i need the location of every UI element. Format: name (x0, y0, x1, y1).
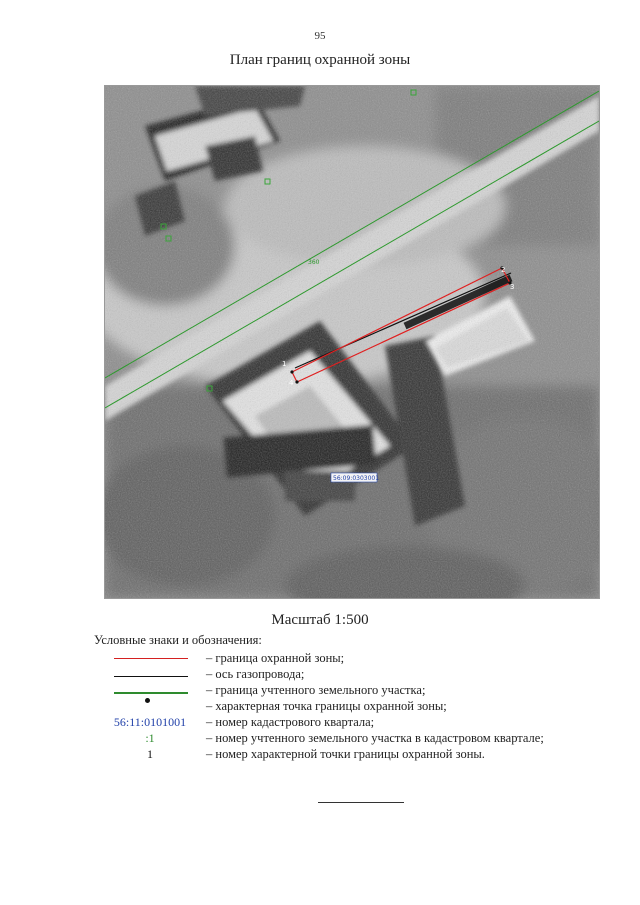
legend-title: Условные знаки и обозначения: (94, 633, 262, 647)
page-title: План границ охранной зоны (229, 52, 411, 68)
legend-row-parcel-boundary (94, 682, 614, 698)
point-label-4: 4 (289, 379, 294, 387)
point-dot-icon (145, 698, 150, 703)
point-label-1: 1 (282, 360, 287, 368)
legend-desc: – ось газопровода; (206, 667, 305, 681)
map-scale: Масштаб 1:500 (271, 612, 369, 628)
legend-row-point-number (94, 746, 614, 762)
parcel-number-label: 360 (308, 259, 320, 266)
legend-row-pipeline-axis (94, 666, 614, 682)
page-number: 95 (314, 30, 326, 42)
legend-row-characteristic-point (94, 698, 614, 714)
map-canvas (105, 86, 599, 598)
legend-row-zone-boundary (94, 650, 614, 666)
aerial-map[interactable] (104, 85, 600, 599)
legend-desc: – характерная точка границы охранной зоны; (206, 699, 447, 713)
point-label-2: 2 (501, 266, 506, 274)
cadastral-quarter-tag (331, 473, 379, 482)
legend-desc: – номер кадастрового квартала; (206, 715, 375, 729)
legend-desc: – граница учтенного земельного участка; (206, 683, 426, 697)
legend-symbol-point-number: 1 (147, 747, 153, 761)
footer-divider (318, 802, 404, 803)
legend-symbol-red-line (94, 650, 206, 666)
legend-symbol-dot (94, 698, 206, 714)
legend-desc: – граница охранной зоны; (206, 651, 345, 665)
legend-symbol-green-line (94, 682, 206, 698)
legend-row-parcel-number (94, 730, 614, 746)
legend-desc: – номер характерной точки границы охранной зоны. (206, 747, 485, 761)
legend-symbol-parcel-number: :1 (145, 731, 155, 745)
legend-symbol-black-line (94, 666, 206, 682)
legend-desc: – номер учтенного земельного участка в кадастровом квартале; (206, 731, 544, 745)
point-label-3: 3 (510, 283, 515, 291)
cadastral-quarter-label: 56:09:0303001 (333, 475, 380, 482)
legend-row-cadastral-quarter (94, 714, 614, 730)
legend-symbol-quarter-number: 56:11:0101001 (113, 715, 187, 729)
